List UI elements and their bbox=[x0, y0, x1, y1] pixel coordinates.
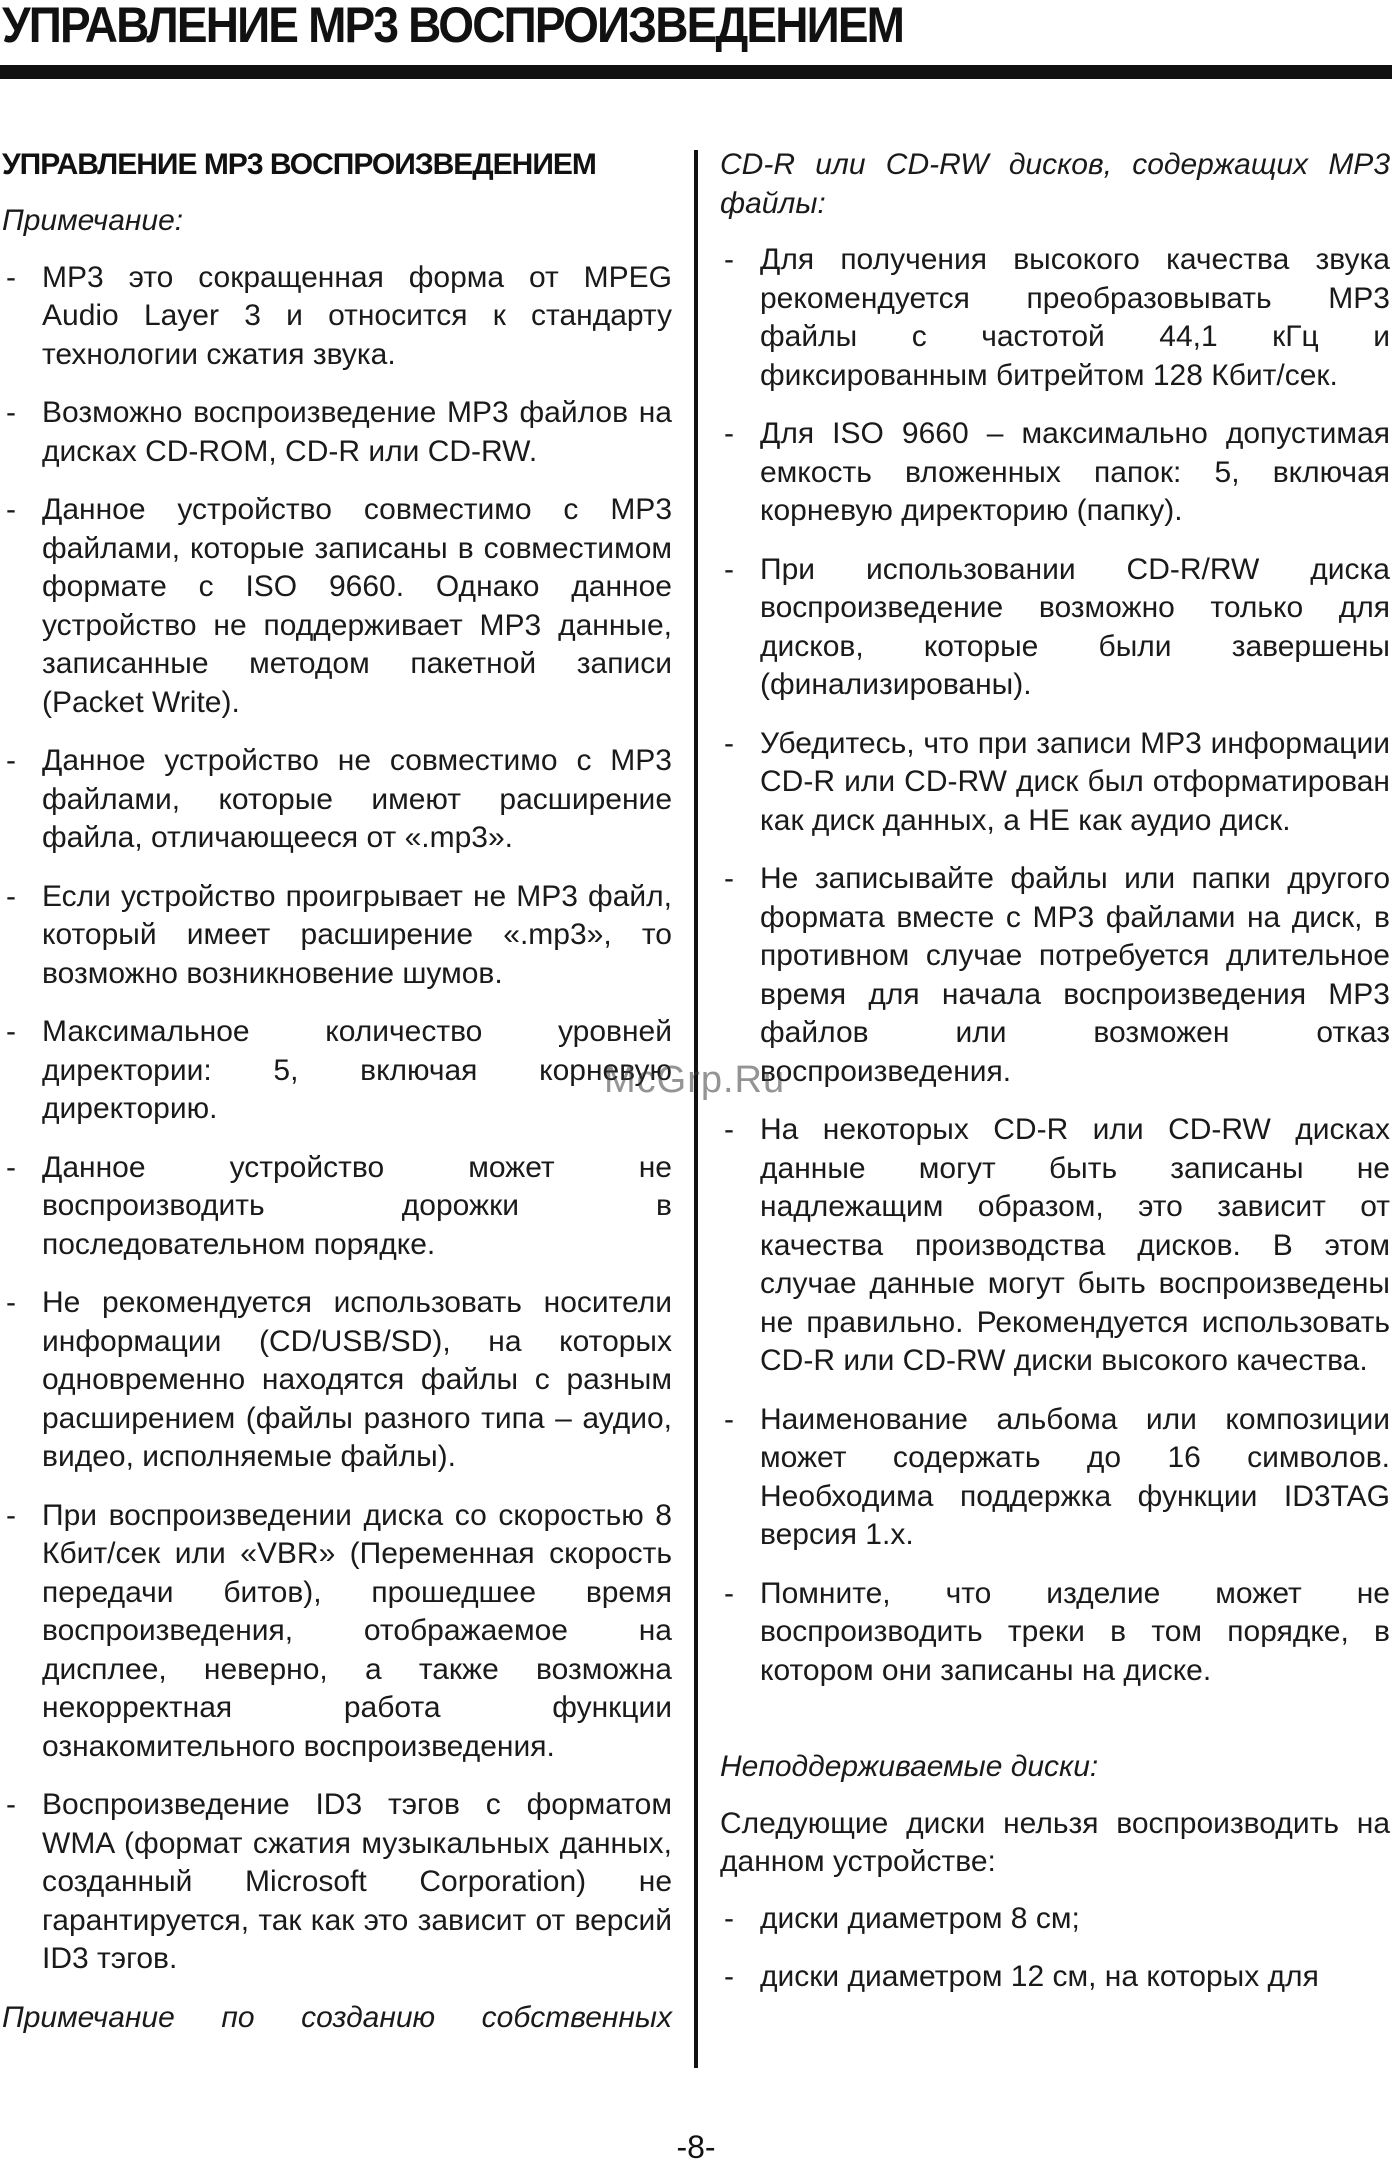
left-column bbox=[2, 146, 672, 2055]
list-item: - Наименование альбома или композиции может содержать до 16 символов. Необходима поддержка функции ID3TAG версия 1.x. bbox=[720, 1401, 1390, 1555]
right-note-list bbox=[720, 241, 1390, 1690]
watermark: McGrp.Ru bbox=[604, 1059, 786, 1101]
trailing-note-label: Примечание по созданию собственных bbox=[2, 2000, 672, 2034]
list-item: - При воспроизведении диска со скоростью 8 Кбит/сек или «VBR» (Переменная скорость передачи битов), прошедшее время воспроизведения, отображаемое на дисплее, неверно, а также возможна некорректная работа функции ознакомительного воспроизведения. bbox=[2, 1497, 672, 1767]
list-item: - На некоторых CD-R или CD-RW дисках данные могут быть записаны не надлежащим образом, это зависит от качества производства дисков. В этом случае данные могут быть воспроизведены не правильно. Рекомендуется использовать CD-R или CD-RW диски высокого качества. bbox=[720, 1111, 1390, 1381]
page-title: УПРАВЛЕНИЕ MP3 ВОСПРОИЗВЕДЕНИЕМ bbox=[2, 0, 904, 53]
list-item: - Помните, что изделие может не воспроизводить треки в том порядке, в котором они записаны на диске. bbox=[720, 1575, 1390, 1691]
list-item: - Данное устройство не совместимо с MP3 файлами, которые имеют расширение файла, отличающееся от «.mp3». bbox=[2, 742, 672, 858]
list-item: - диски диаметром 8 см; bbox=[720, 1900, 1390, 1939]
header-rule bbox=[0, 65, 1392, 79]
unsupported-discs-list bbox=[720, 1900, 1390, 1997]
column-divider bbox=[694, 150, 698, 2068]
list-item: - Не записывайте файлы или папки другого формата вместе с MP3 файлами на диск, в противном случае потребуется длительное время для начала воспроизведения MP3 файлов или возможен отказ воспроизведения. bbox=[720, 860, 1390, 1091]
left-note-list bbox=[2, 259, 672, 1979]
list-item: - Данное устройство может не воспроизводить дорожки в последовательном порядке. bbox=[2, 1149, 672, 1265]
list-item: - Данное устройство совместимо с MP3 файлами, которые записаны в совместимом формате с ISO 9660. Однако данное устройство не поддерживает MP3 данные, записанные методом пакетной записи (Packet Write). bbox=[2, 491, 672, 722]
list-item: - MP3 это сокращенная форма от MPEG Audio Layer 3 и относится к стандарту технологии сжатия звука. bbox=[2, 259, 672, 375]
list-item: - Возможно воспроизведение MP3 файлов на дисках CD-ROM, CD-R или CD-RW. bbox=[2, 394, 672, 471]
list-item: - Убедитесь, что при записи MP3 информации CD-R или CD-RW диск был отформатирован как диск данных, а НЕ как аудио диск. bbox=[720, 725, 1390, 841]
list-item: - Если устройство проигрывает не MP3 файл, который имеет расширение «.mp3», то возможно возникновение шумов. bbox=[2, 878, 672, 994]
list-item: - Для получения высокого качества звука рекомендуется преобразовывать MP3 файлы с частотой 44,1 кГц и фиксированным битрейтом 128 Кбит/сек. bbox=[720, 241, 1390, 395]
right-column bbox=[720, 146, 1390, 2017]
page-number: -8- bbox=[676, 2129, 716, 2165]
list-item: - диски диаметром 12 см, на которых для bbox=[720, 1958, 1390, 1997]
section-heading: УПРАВЛЕНИЕ MP3 ВОСПРОИЗВЕДЕНИЕМ bbox=[2, 148, 596, 181]
list-item: - Для ISO 9660 – максимально допустимая емкость вложенных папок: 5, включая корневую директорию (папку). bbox=[720, 415, 1390, 531]
unsupported-discs-intro: Следующие диски нельзя воспроизводить на данном устройстве: bbox=[720, 1806, 1390, 1878]
list-item: - Максимальное количество уровней директории: 5, включая корневую директорию. bbox=[2, 1013, 672, 1129]
list-item: - Не рекомендуется использовать носители информации (CD/USB/SD), на которых одновременно находятся файлы с разным расширением (файлы разного типа – аудио, видео, исполняемые файлы). bbox=[2, 1284, 672, 1477]
continued-note-label: CD-R или CD-RW дисков, содержащих MP3 файлы: bbox=[720, 148, 1390, 220]
unsupported-discs-label: Неподдерживаемые диски: bbox=[720, 1750, 1099, 1783]
note-label: Примечание: bbox=[2, 204, 184, 237]
list-item: - Воспроизведение ID3 тэгов с форматом WMA (формат сжатия музыкальных данных, созданный Microsoft Corporation) не гарантируется, так как это зависит от версий ID3 тэгов. bbox=[2, 1786, 672, 1979]
list-item: - При использовании CD-R/RW диска воспроизведение возможно только для дисков, которые были завершены (финализированы). bbox=[720, 551, 1390, 705]
